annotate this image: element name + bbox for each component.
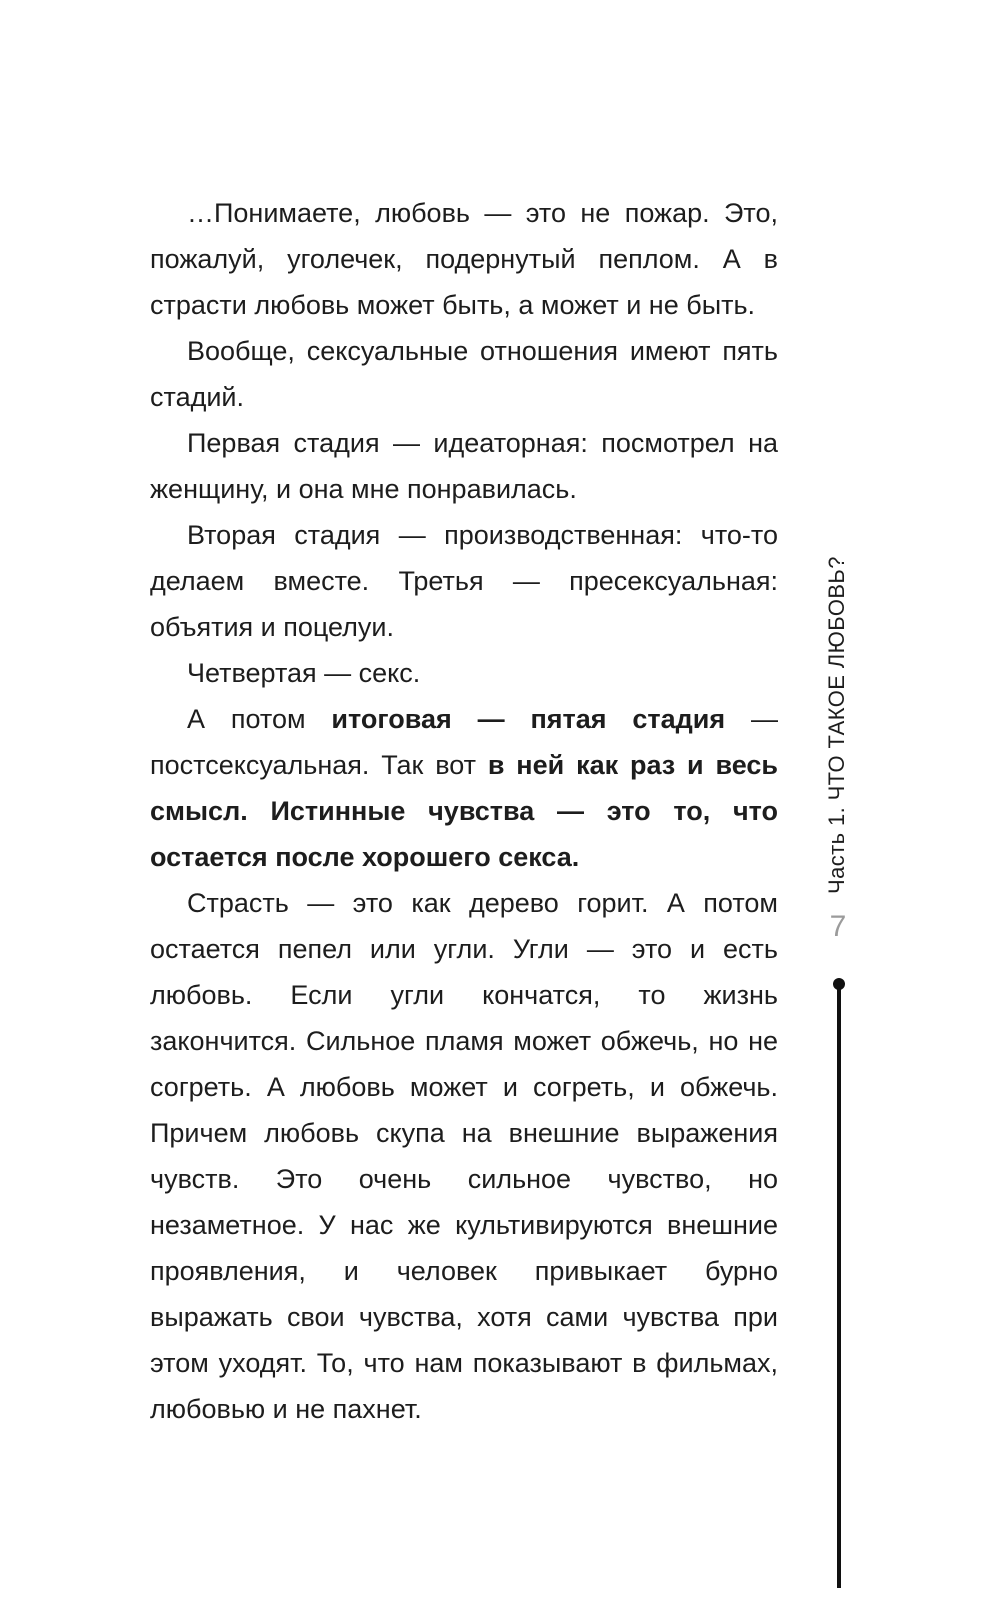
text-run: — постсексуальная. Так вот — [150, 704, 778, 780]
paragraph — [150, 328, 778, 420]
paragraph — [150, 512, 778, 650]
text-run: Первая стадия — идеаторная: посмотрел на женщину, и она мне понравилась. — [150, 428, 778, 504]
paragraph — [150, 190, 778, 328]
paragraph — [150, 696, 778, 880]
paragraph — [150, 650, 778, 696]
text-run: Вообще, сексуальные отношения имеют пять стадий. — [150, 336, 778, 412]
text-run: Четвертая — секс. — [187, 658, 421, 688]
bold-text-run: итоговая — пятая стадия — [331, 704, 726, 734]
text-run: …Понимаете, любовь — это не пожар. Это, пожалуй, уголечек, подернутый пеплом. А в страсти любовь может быть, а может и не быть. — [150, 198, 778, 320]
page-number: 7 — [829, 910, 847, 943]
chapter-title-vertical: Часть 1. ЧТО ТАКОЕ ЛЮБОВЬ? — [824, 556, 849, 894]
text-run: Вторая стадия — производственная: что-то делаем вместе. Третья — пресексуальная: объятия и поцелуи. — [150, 520, 778, 642]
paragraph — [150, 880, 778, 1432]
body-text — [150, 190, 778, 1432]
paragraph — [150, 420, 778, 512]
bold-text-run: в ней как раз и весь смысл. Истинные чувства — это то, что остается после хорошего секса. — [150, 750, 778, 872]
text-run: А потом — [187, 704, 332, 734]
vertical-rule — [837, 986, 841, 1588]
text-run: Страсть — это как дерево горит. А потом остается пепел или угли. Угли — это и есть любовь. Если угли кончатся, то жизнь закончится. Сильное пламя может обжечь, но не согреть. А любовь может и согреть, и обжечь. Причем любовь скупа на внешние выражения чувств. Это очень сильное чувство, но незаметное. У нас же культивируются внешние проявления, и человек привыкает бурно выражать свои чувства, хотя сами чувства при этом уходят. То, что нам показывают в фильмах, любовью и не пахнет. — [150, 888, 778, 1424]
